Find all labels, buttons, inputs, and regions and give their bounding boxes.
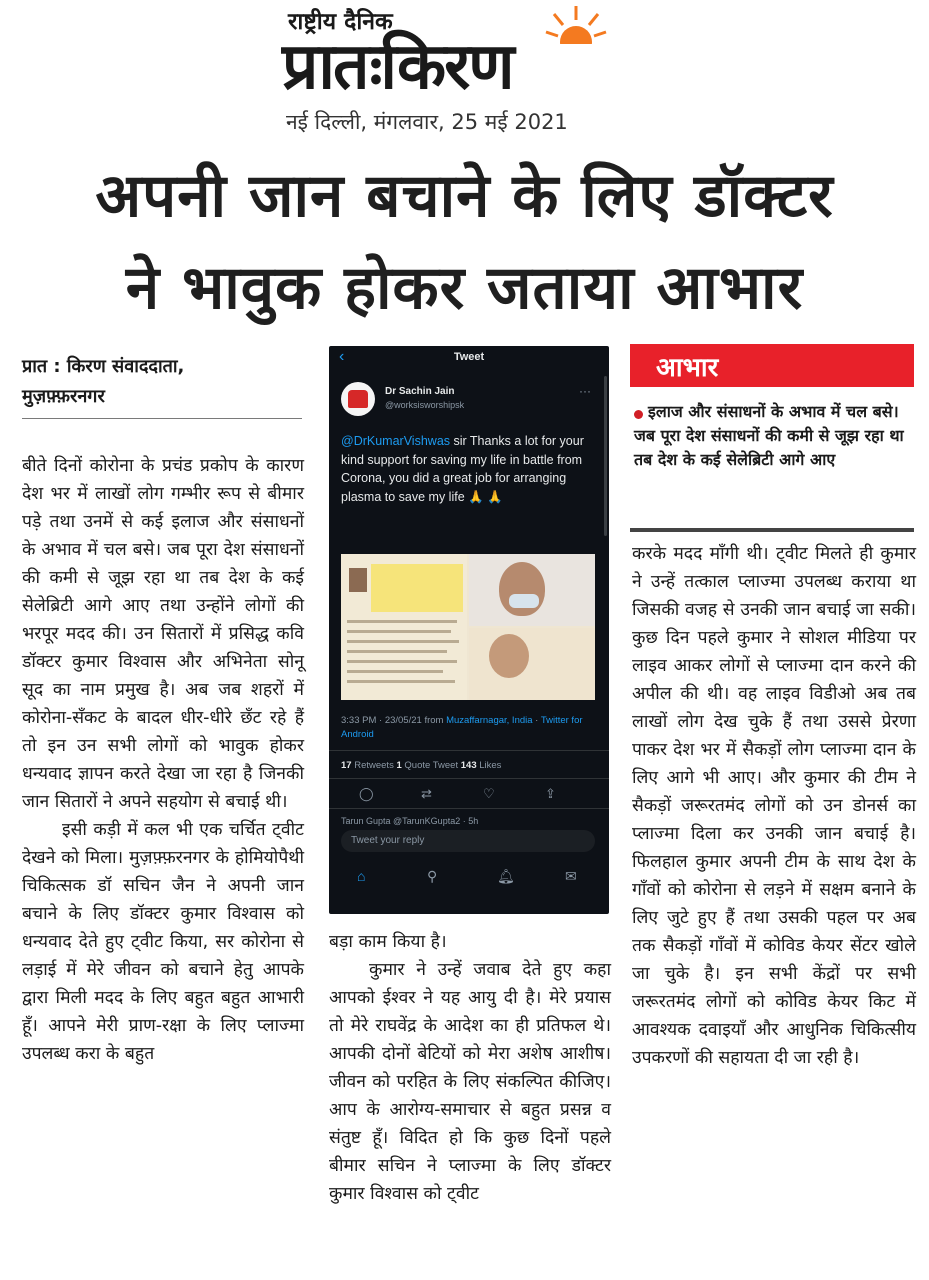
avatar[interactable] xyxy=(341,382,375,416)
tweet-time: 3:33 PM · 23/05/21 from xyxy=(341,715,447,726)
more-options-icon[interactable]: ··· xyxy=(579,384,591,398)
headline-line-1: अपनी जान बचाने के लिए डॉक्टर xyxy=(95,161,834,231)
masthead-name: प्रातःकिरण xyxy=(282,30,513,104)
headline-line-2: ने भावुक होकर जताया आभार xyxy=(125,253,804,323)
share-icon[interactable]: ⇪ xyxy=(545,786,556,801)
bottom-navigation xyxy=(329,862,609,892)
scrollbar[interactable] xyxy=(604,376,607,536)
sidebox-blurb: इलाज और संसाधनों के अभाव में चल बसे। जब पूरा देश संसाधनों की कमी से जूझ रहा था तब देश के कई सेलेब्रिटी आगे आए xyxy=(634,402,904,469)
reply-input[interactable]: Tweet your reply xyxy=(341,830,595,852)
divider xyxy=(329,778,609,779)
notifications-icon[interactable]: 🔔︎ xyxy=(497,868,515,884)
article-column-1 xyxy=(22,452,304,1068)
reply-preview-user[interactable]: Tarun Gupta @TarunKGupta2 · 5h xyxy=(341,816,479,826)
article-column-2 xyxy=(329,928,611,1208)
tweet-text xyxy=(341,432,603,506)
byline-rule xyxy=(22,418,302,419)
tweet-stats xyxy=(341,760,501,771)
tweet-author-name[interactable]: Dr Sachin Jain xyxy=(385,386,455,397)
byline-reporter: प्रात : किरण संवाददाता, xyxy=(22,356,185,377)
article-paragraph: बड़ा काम किया है। xyxy=(329,932,447,952)
tweet-location-link[interactable]: Muzaffarnagar, India xyxy=(446,715,533,726)
sidebox-label: आभार xyxy=(656,353,719,383)
tweet-screenshot xyxy=(329,346,609,914)
tweet-meta xyxy=(341,714,603,742)
reply-icon[interactable]: ◯ xyxy=(359,786,374,801)
back-arrow-icon[interactable]: ‹ xyxy=(339,348,345,365)
tweet-body: sir Thanks a lot for your kind support for saving my life in battle from Corona, you did a great job for arranging plasma to save my life 🙏 🙏 xyxy=(341,434,584,504)
tweet-header-title: Tweet xyxy=(453,351,485,363)
tweet-header xyxy=(329,346,609,370)
masthead-dateline: नई दिल्ली, मंगलवार, 25 मई 2021 xyxy=(286,110,568,134)
search-icon[interactable]: ⚲ xyxy=(427,868,438,884)
article-paragraph: कुमार ने उन्हें जवाब देते हुए कहा आपको ईश्वर ने यह आयु दी है। मेरे प्रयास तो मेरे राघवेंद्र के आदेश का ही प्रतिफल थे। आपकी दोनों बेटियों को मेरा अशेष आशीष। जीवन को परहित के लिए संकल्पित कीजिए। आप के आरोग्य-समाचार से बहुत प्रसन्न व संतुष्ट हूँ। विदित हो कि कुछ दिनों पहले बीमार सचिन ने प्लाज्मा के लिए डॉक्टर कुमार विश्वास को ट्वीट xyxy=(329,960,611,1204)
article-paragraph: बीते दिनों कोरोना के प्रचंड प्रकोप के कारण देश भर में लाखों लोग गम्भीर रूप से बीमार पड़े तथा उनमें से कई इलाज और संसाधनों के अभाव में चल बसे। जब पूरा देश संसाधनों की कमी से जूझ रहा था तब देश के कई सेलेब्रिटी आगे आए तथा उन्होंने लोगों की भरपूर मदद की। उन सितारों में प्रसिद्ध कवि डॉक्टर कुमार विश्वास और अभिनेता सोनू सूद का नाम प्रमुख है। अब जब शहरों में कोरोना-सँकट के बादल धीर-धीरे छँट रहे हैं तो इन उन सभी लोगों को भावुक होकर धन्यवाद ज्ञापन करते देखा जा रहा है जिनकी जान सितारों ने अपने सहयोग से बचाई थी। xyxy=(22,456,304,812)
tweet-author-handle[interactable]: @worksisworshipsk xyxy=(385,400,465,410)
article-column-3 xyxy=(632,540,916,1072)
tweet-mention-link[interactable]: @DrKumarVishwas xyxy=(341,434,451,448)
tweet-image[interactable] xyxy=(341,554,595,700)
divider xyxy=(329,808,609,809)
quote-count-label: Quote Tweet xyxy=(401,760,461,771)
tweet-meta-separator: · xyxy=(532,715,541,726)
sidebox-rule xyxy=(630,528,914,532)
sun-logo-icon xyxy=(544,4,608,44)
article-paragraph: करके मदद माँगी थी। ट्वीट मिलते ही कुमार ने उन्हें तत्काल प्लाज्मा उपलब्ध कराया था जिसकी वजह से उनकी जान बचाई जा सकी। कुछ दिन पहले कुमार ने सोशल मीडिया पर लाइव आकर लोगों से प्लाज्मा दान करने की अपील की थी। वह लाइव विडीओ अब तब लाखों लोग देख चुके हैं तथा उससे प्रेरणा पाकर देश भर में सैकड़ों लोग प्लाज्मा दान के लिए आगे भी आए। और कुमार की टीम ने सैकड़ों जरूरतमंद लोगों को उन डोनर्स का प्लाज्मा दिला कर उनकी जान बचाई है। फिलहाल कुमार अपनी टीम के साथ देश के गाँवों को कोरोना से लड़ने में सक्षम बनाने के लिए जुटे हुए हैं तथा उसकी पहल पर अब तक सैकड़ों गाँवों में कोविड केयर सेंटर खोले जा चुके है। इन सभी केंद्रों पर सभी जरूरतमंद लोगों को कोविड केयर किट में आवश्यक दवाइयाँ और आधुनिक चिकित्सीय उपकरणों की सहायता दी जा रही है। xyxy=(632,544,916,1068)
like-count[interactable]: 143 xyxy=(460,760,477,771)
divider xyxy=(329,750,609,751)
messages-icon[interactable]: ✉ xyxy=(565,868,577,884)
like-count-label: Likes xyxy=(476,760,502,771)
masthead-tagline: राष्ट्रीय दैनिक xyxy=(288,9,393,35)
like-icon[interactable]: ♡ xyxy=(483,786,495,801)
article-paragraph: इसी कड़ी में कल भी एक चर्चित ट्वीट देखने को मिला। मुज़फ़्फ़रनगर के होमियोपैथी चिकित्सक डॉ सचिन जैन ने अपनी जान बचाने के लिए डॉक्टर कुमार विश्वास को धन्यवाद देते हुए ट्वीट किया, सर कोरोना से लड़ाई में मेरे जीवन को बचाने हेतु आपके द्वारा मिली मदद के लिए बहुत बहुत आभारी हूँ। आपने मेरी प्राण-रक्षा के लिए प्लाज्मा उपलब्ध करा के बहुत xyxy=(22,820,304,1064)
byline-place: मुज़फ़्फ़रनगर xyxy=(22,386,105,407)
tweet-client-link[interactable]: Twitter for Android xyxy=(341,715,583,740)
byline xyxy=(22,352,302,412)
retweet-count-label: Retweets xyxy=(351,760,397,771)
quote-count[interactable]: 1 xyxy=(396,760,402,771)
home-icon[interactable]: ⌂ xyxy=(357,868,366,884)
retweet-count[interactable]: 17 xyxy=(341,760,352,771)
retweet-icon[interactable]: ⇄ xyxy=(421,786,432,801)
